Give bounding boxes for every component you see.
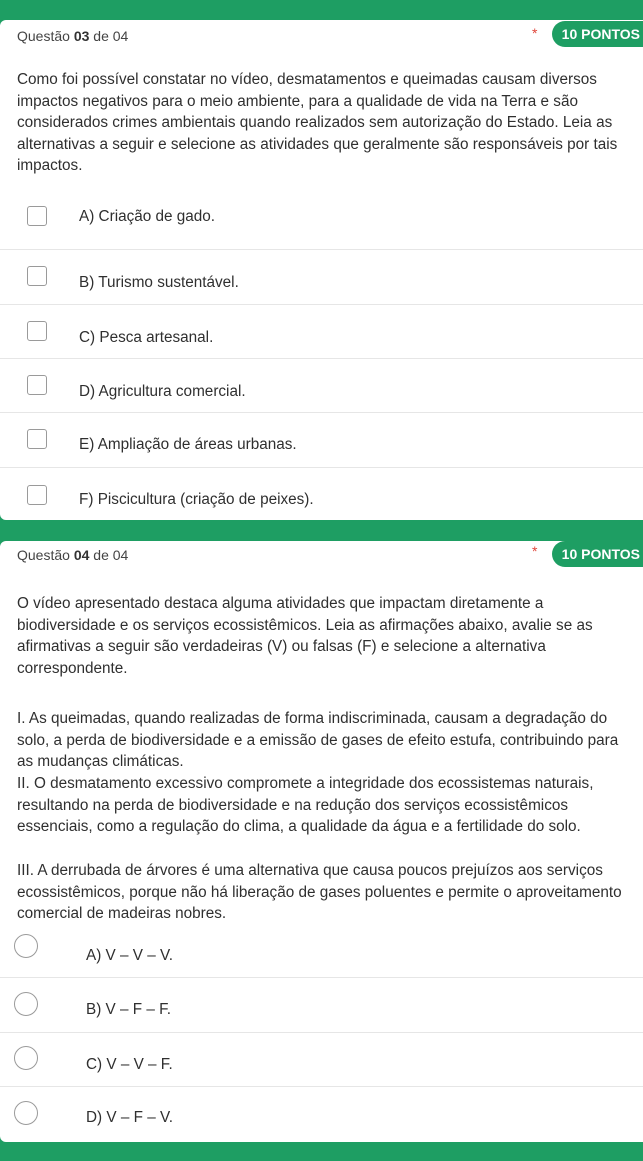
checkbox[interactable] xyxy=(27,375,47,395)
question-number: 04 xyxy=(73,547,90,563)
option-label: B) V – F – F. xyxy=(86,1001,172,1018)
checkbox[interactable] xyxy=(27,266,47,286)
required-mark: * xyxy=(532,543,538,559)
radio-button[interactable] xyxy=(14,934,38,958)
statement-item-1: I. As queimadas, quando realizadas de forma indiscriminada, causam a degradação do solo, a perda de biodiversidade e a emissão de gases de efeito estufa, contribuindo para as mudanças climáticas. xyxy=(17,710,619,770)
radio-button[interactable] xyxy=(14,992,38,1016)
question-number: 03 xyxy=(73,28,90,44)
option-label: F) Piscicultura (criação de peixes). xyxy=(79,491,314,508)
option-label: D) V – F – V. xyxy=(86,1109,174,1126)
option-label: E) Ampliação de áreas urbanas. xyxy=(79,436,297,453)
option-b[interactable] xyxy=(0,250,643,305)
question-card-03 xyxy=(0,20,643,520)
option-c[interactable] xyxy=(0,305,643,359)
radio-button[interactable] xyxy=(14,1101,38,1125)
option-d[interactable] xyxy=(0,359,643,413)
option-f[interactable] xyxy=(0,468,643,520)
question-total: de 04 xyxy=(89,547,129,563)
question-total: de 04 xyxy=(89,28,129,44)
option-d[interactable] xyxy=(0,1087,643,1142)
statement-item-2: II. O desmatamento excessivo compromete a integridade dos ecossistemas naturais, resultando na perda de biodiversidade e na redução dos serviços ecossistêmicos essenciais, como a regulação do clima, a qualidade da água e a fertilidade do solo. xyxy=(17,775,594,835)
points-badge: 10 PONTOS xyxy=(552,21,643,47)
question-card-04 xyxy=(0,541,643,1142)
question-prefix: Questão xyxy=(17,28,74,44)
option-e[interactable] xyxy=(0,413,643,468)
option-label: C) V – V – F. xyxy=(86,1056,173,1073)
option-label: C) Pesca artesanal. xyxy=(79,329,214,346)
option-c[interactable] xyxy=(0,1033,643,1087)
checkbox[interactable] xyxy=(27,206,47,226)
checkbox[interactable] xyxy=(27,429,47,449)
option-b[interactable] xyxy=(0,978,643,1033)
option-a[interactable] xyxy=(0,208,643,250)
statement-item-3: III. A derrubada de árvores é uma alternativa que causa poucos prejuízos aos serviços ecossistêmicos, porque não há liberação de gases poluentes e permite o aproveitamento comercial de madeiras nobres. xyxy=(17,862,622,922)
option-label: D) Agricultura comercial. xyxy=(79,383,246,400)
question-statement: O vídeo apresentado destaca alguma atividades que impactam diretamente a biodiversidade e os serviços ecossistêmicos. Leia as afirmações abaixo, avalie se as afirmativas a seguir são verdadeiras (V) ou falsas (F) e selecione a alternativa correspondente. xyxy=(17,595,593,677)
option-label: A) V – V – V. xyxy=(86,947,174,964)
checkbox[interactable] xyxy=(27,321,47,341)
question-header xyxy=(17,547,128,563)
option-label: B) Turismo sustentável. xyxy=(79,274,239,291)
checkbox[interactable] xyxy=(27,485,47,505)
radio-button[interactable] xyxy=(14,1046,38,1070)
question-header xyxy=(17,28,128,44)
option-label: A) Criação de gado. xyxy=(79,208,216,225)
question-prefix: Questão xyxy=(17,547,74,563)
points-badge: 10 PONTOS xyxy=(552,541,643,567)
option-a[interactable] xyxy=(0,925,643,978)
required-mark: * xyxy=(532,25,538,41)
question-statement: Como foi possível constatar no vídeo, desmatamentos e queimadas causam diversos impactos negativos para o meio ambiente, para a qualidade de vida na Terra e são considerados crimes ambientais quando realizados sem autorização do Estado. Leia as alternativas a seguir e selecione as atividades que geralmente são responsáveis por tais impactos. xyxy=(17,71,618,174)
